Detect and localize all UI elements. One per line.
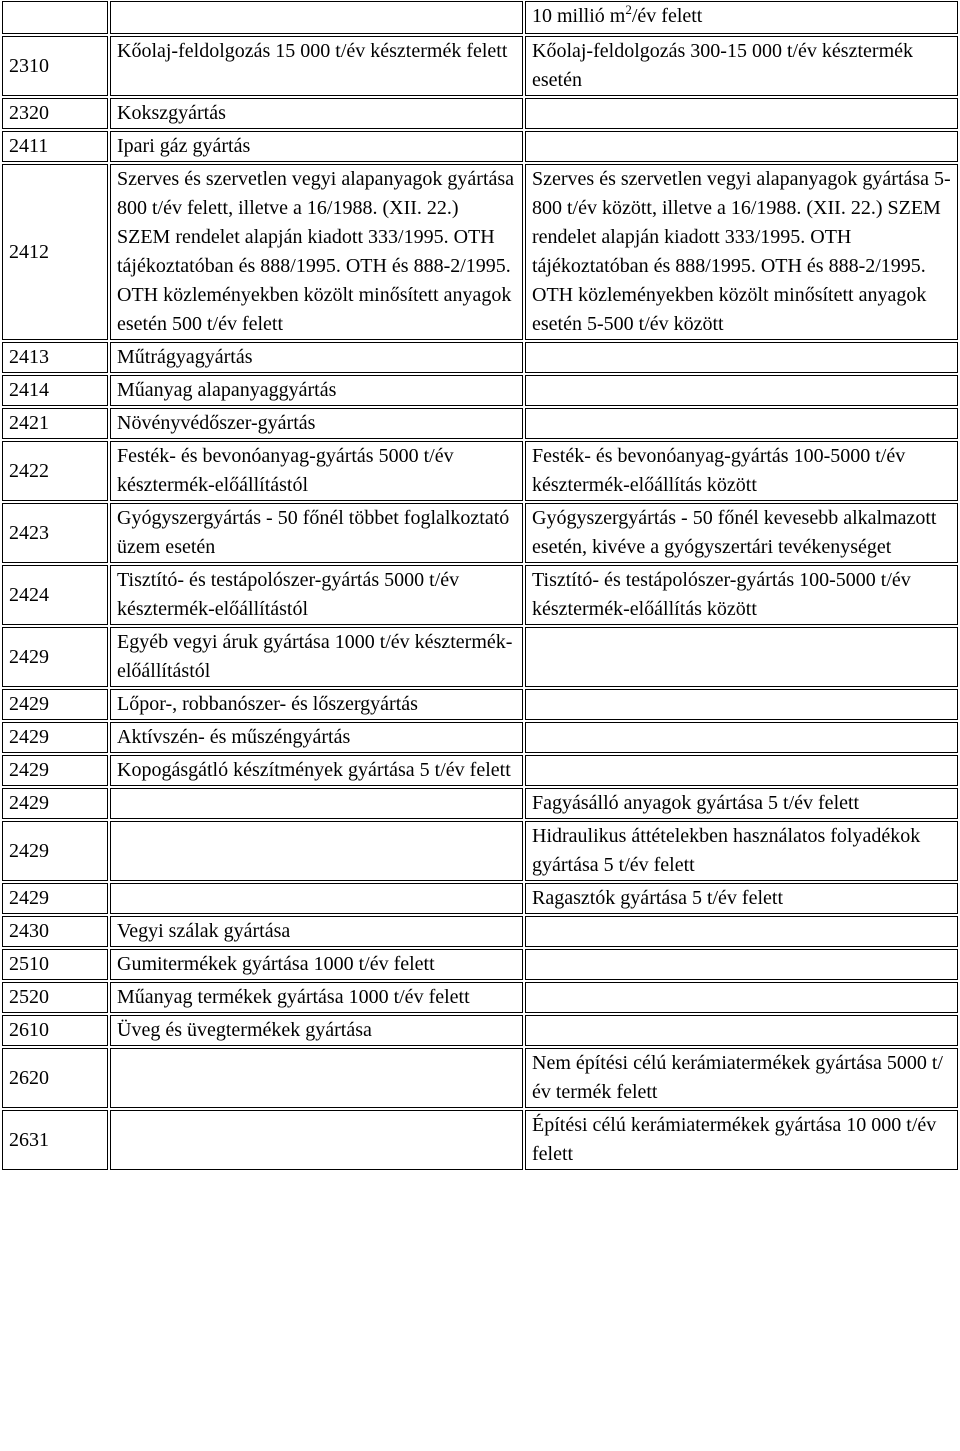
main-activity-cell: Kokszgyártás (110, 98, 523, 129)
other-activity-cell (525, 916, 958, 947)
main-activity-cell: Gumitermékek gyártása 1000 t/év felett (110, 949, 523, 980)
table-row (2, 441, 958, 501)
other-activity-cell (525, 689, 958, 720)
main-activity-cell: Gyógyszergyártás - 50 főnél többet foglalkoztató üzem esetén (110, 503, 523, 563)
main-activity-cell: Vegyi szálak gyártása (110, 916, 523, 947)
table-row (2, 375, 958, 406)
table-row (2, 949, 958, 980)
code-cell: 2510 (2, 949, 108, 980)
main-activity-cell: Ipari gáz gyártás (110, 131, 523, 162)
other-activity-cell: Tisztító- és testápolószer-gyártás 100-5000 t/év késztermék-előállítás között (525, 565, 958, 625)
code-cell: 2429 (2, 755, 108, 786)
code-cell: 2429 (2, 627, 108, 687)
other-cell (525, 1, 958, 34)
table-row (2, 722, 958, 753)
code-cell: 2413 (2, 342, 108, 373)
table-row (2, 689, 958, 720)
threshold-unit: /év felett (631, 5, 703, 27)
main-activity-cell: Kopogásgátló készítmények gyártása 5 t/év felett (110, 755, 523, 786)
table-row (2, 627, 958, 687)
other-activity-cell (525, 755, 958, 786)
main-activity-cell: Növényvédőszer-gyártás (110, 408, 523, 439)
table-row (2, 916, 958, 947)
other-activity-cell: Építési célú kerámiatermékek gyártása 10 000 t/év felett (525, 1110, 958, 1170)
table-row (2, 164, 958, 340)
other-activity-cell (525, 342, 958, 373)
main-activity-cell: Lőpor-, robbanószer- és lőszergyártás (110, 689, 523, 720)
table-row (2, 788, 958, 819)
main-activity-cell: Üveg és üvegtermékek gyártása (110, 1015, 523, 1046)
table-row (2, 883, 958, 914)
code-cell: 2320 (2, 98, 108, 129)
other-activity-cell (525, 982, 958, 1013)
code-cell: 2429 (2, 689, 108, 720)
code-cell: 2429 (2, 883, 108, 914)
code-cell: 2620 (2, 1048, 108, 1108)
main-activity-cell: Műtrágyagyártás (110, 342, 523, 373)
code-cell (2, 1, 108, 34)
table-row (2, 408, 958, 439)
other-activity-cell (525, 722, 958, 753)
other-activity-cell: Hidraulikus áttételekben használatos folyadékok gyártása 5 t/év felett (525, 821, 958, 881)
threshold-text: 10 millió m (532, 5, 626, 27)
other-activity-cell: Fagyásálló anyagok gyártása 5 t/év felett (525, 788, 958, 819)
table-row (2, 503, 958, 563)
code-cell: 2429 (2, 722, 108, 753)
main-activity-cell: Műanyag termékek gyártása 1000 t/év felett (110, 982, 523, 1013)
main-activity-cell: Festék- és bevonóanyag-gyártás 5000 t/év késztermék-előállítástól (110, 441, 523, 501)
table-row (2, 342, 958, 373)
other-activity-cell (525, 98, 958, 129)
table-row (2, 821, 958, 881)
other-activity-cell (525, 949, 958, 980)
table-row (2, 982, 958, 1013)
code-cell: 2631 (2, 1110, 108, 1170)
table-row (2, 98, 958, 129)
other-activity-cell (525, 1015, 958, 1046)
table-row-header (2, 1, 958, 34)
table-row (2, 1015, 958, 1046)
table-row (2, 1110, 958, 1170)
code-cell: 2610 (2, 1015, 108, 1046)
table-row (2, 36, 958, 96)
code-cell: 2414 (2, 375, 108, 406)
code-cell: 2520 (2, 982, 108, 1013)
other-activity-cell (525, 131, 958, 162)
other-activity-cell: Ragasztók gyártása 5 t/év felett (525, 883, 958, 914)
table-row (2, 565, 958, 625)
code-cell: 2411 (2, 131, 108, 162)
code-cell: 2421 (2, 408, 108, 439)
code-cell: 2310 (2, 36, 108, 96)
table-row (2, 131, 958, 162)
main-activity-cell: Szerves és szervetlen vegyi alapanyagok gyártása 800 t/év felett, illetve a 16/1988. (XII. 22.) SZEM rendelet alapján kiadott 333/1995. OTH tájékoztatóban és 888/1995. OTH és 888-2/1995. OTH közleményekben közölt minősített anyagok esetén 500 t/év felett (110, 164, 523, 340)
table-row (2, 755, 958, 786)
other-activity-cell: Nem építési célú kerámiatermékek gyártása 5000 t/év termék felett (525, 1048, 958, 1108)
main-activity-cell: Egyéb vegyi áruk gyártása 1000 t/év késztermék-előállítástól (110, 627, 523, 687)
code-cell: 2412 (2, 164, 108, 340)
main-activity-cell: Aktívszén- és műszéngyártás (110, 722, 523, 753)
other-activity-cell (525, 627, 958, 687)
main-activity-cell: Kőolaj-feldolgozás 15 000 t/év késztermék felett (110, 36, 523, 96)
code-cell: 2429 (2, 788, 108, 819)
threshold-superscript: 2 (625, 2, 632, 17)
main-activity-cell (110, 883, 523, 914)
code-cell: 2423 (2, 503, 108, 563)
table-row (2, 1048, 958, 1108)
code-cell: 2422 (2, 441, 108, 501)
other-activity-cell: Szerves és szervetlen vegyi alapanyagok gyártása 5-800 t/év között, illetve a 16/1988. (XII. 22.) SZEM rendelet alapján kiadott 333/1995. OTH tájékoztatóban és 888/1995. OTH és 888-2/1995. OTH közleményekben közölt minősített anyagok esetén 5-500 t/év között (525, 164, 958, 340)
main-activity-cell (110, 788, 523, 819)
main-activity-cell (110, 821, 523, 881)
other-activity-cell: Gyógyszergyártás - 50 főnél kevesebb alkalmazott esetén, kivéve a gyógyszertári tevékenységet (525, 503, 958, 563)
code-cell: 2430 (2, 916, 108, 947)
main-activity-cell (110, 1110, 523, 1170)
code-cell: 2424 (2, 565, 108, 625)
main-cell (110, 1, 523, 34)
other-activity-cell: Festék- és bevonóanyag-gyártás 100-5000 t/év késztermék-előállítás között (525, 441, 958, 501)
other-activity-cell (525, 408, 958, 439)
other-activity-cell (525, 375, 958, 406)
other-activity-cell: Kőolaj-feldolgozás 300-15 000 t/év késztermék esetén (525, 36, 958, 96)
main-activity-cell: Műanyag alapanyaggyártás (110, 375, 523, 406)
code-cell: 2429 (2, 821, 108, 881)
main-activity-cell: Tisztító- és testápolószer-gyártás 5000 t/év késztermék-előállítástól (110, 565, 523, 625)
main-activity-cell (110, 1048, 523, 1108)
